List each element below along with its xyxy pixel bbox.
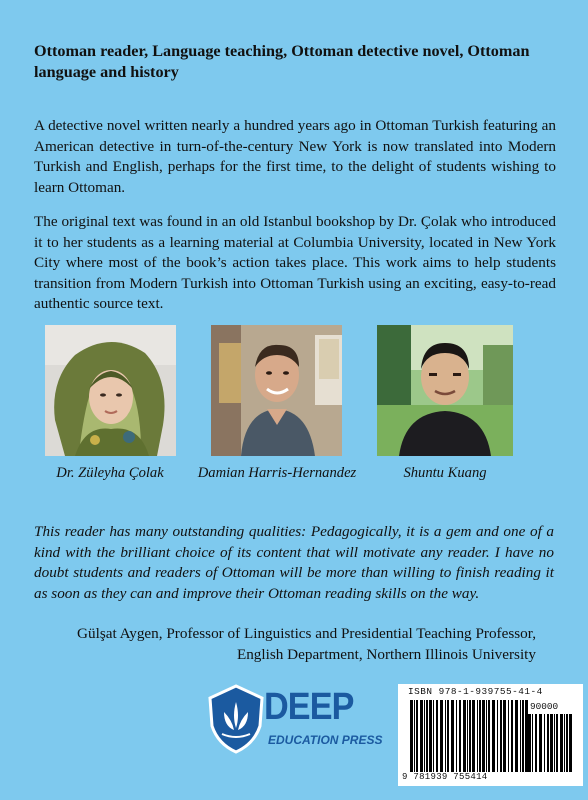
barcode-bar	[424, 700, 425, 772]
barcode-bar	[520, 700, 521, 772]
barcode-bar	[556, 714, 558, 772]
barcode-bar	[566, 714, 568, 772]
barcode-bar	[436, 700, 438, 772]
barcode-bar	[456, 700, 457, 772]
author-caption-colak: Dr. Züleyha Çolak	[56, 465, 164, 481]
price-code: 90000	[530, 701, 559, 712]
barcode-bar	[503, 700, 506, 772]
barcode-bar	[532, 714, 533, 772]
ean-digits: 9 781939 755414	[402, 772, 488, 782]
barcode-bar	[539, 714, 542, 772]
isbn-text: ISBN 978-1-939755-41-4	[408, 686, 543, 697]
barcode-bar	[472, 700, 475, 772]
author-caption-harris-hernandez: Damian Harris-Hernandez	[197, 465, 357, 481]
barcode-bar	[414, 700, 415, 772]
barcode-bar	[459, 700, 461, 772]
barcode-bar	[511, 700, 513, 772]
author-caption-kuang: Shuntu Kuang	[403, 465, 487, 481]
attribution-line-2: English Department, Northern Illinois University	[236, 645, 536, 663]
barcode-bar	[447, 700, 449, 772]
barcode-bar	[560, 714, 563, 772]
barcode-bar	[508, 700, 509, 772]
author-photo-colak	[45, 325, 176, 456]
barcode-bar	[463, 700, 466, 772]
endorsement-quote: This reader has many outstanding qualities: Pedagogically, it is a gem and one of a kind with the brilliant choice of its content that will motivate any reader. I have no doubt students and readers of Ottoman will be more than willing to finish reading it as soon as they can and improve their Ottoman reading skills on the way.	[34, 523, 554, 602]
barcode-bar	[469, 700, 471, 772]
barcode-bar	[420, 700, 423, 772]
isbn-barcode	[398, 684, 583, 786]
barcode-bar	[451, 700, 454, 772]
barcode-bar	[569, 714, 572, 772]
barcode-bar	[564, 714, 565, 772]
barcode-bar	[544, 714, 545, 772]
barcode-bar	[410, 700, 413, 772]
barcode-bar	[492, 700, 495, 772]
barcode-bar	[433, 700, 434, 772]
author-photo-kuang	[377, 325, 513, 456]
barcode-bar	[416, 700, 418, 772]
publisher-name: DEEP	[264, 686, 354, 728]
publisher-subtitle: EDUCATION PRESS	[268, 733, 383, 747]
barcode-bar	[547, 714, 549, 772]
barcode-bars	[410, 700, 528, 772]
barcode-bar	[500, 700, 502, 772]
barcode-bar	[426, 700, 428, 772]
barcode-bar	[479, 700, 481, 772]
endorsement-attribution	[16, 624, 536, 665]
barcode-bar	[535, 714, 537, 772]
lotus-shield-icon	[206, 684, 266, 754]
barcode-bar	[429, 700, 432, 772]
price-barcode-bars	[528, 714, 574, 772]
author-photo-harris-hernandez	[211, 325, 342, 456]
description-paragraph-1: A detective novel written nearly a hundred years ago in Ottoman Turkish featuring an American detective in turn-of-the-century New York is now translated into Modern Turkish and English, perhaps for the first time, to the delight of students wishing to learn Ottoman.	[34, 117, 556, 196]
barcode-bar	[528, 714, 531, 772]
barcode-bar	[497, 700, 498, 772]
barcode-bar	[445, 700, 446, 772]
barcode-bar	[522, 700, 524, 772]
barcode-bar	[515, 700, 518, 772]
attribution-line-1: Gülşat Aygen, Professor of Linguistics and Presidential Teaching Professor,	[77, 625, 536, 642]
keywords-heading: Ottoman reader, Language teaching, Ottoman detective novel, Ottoman language and history	[34, 42, 530, 81]
barcode-bar	[440, 700, 443, 772]
barcode-bar	[477, 700, 478, 772]
description-paragraph-2: The original text was found in an old Istanbul bookshop by Dr. Çolak who introduced it to her students as a learning material at Columbia University, located in New York City where most of the book’s action takes place. This work aims to help students transition from Modern Turkish into Ottoman Turkish using an exciting, easy-to-read authentic source text.	[34, 213, 556, 312]
barcode-bar	[554, 714, 555, 772]
barcode-bar	[488, 700, 490, 772]
barcode-bar	[486, 700, 487, 772]
barcode-bar	[550, 714, 553, 772]
barcode-bar	[482, 700, 485, 772]
barcode-bar	[467, 700, 468, 772]
